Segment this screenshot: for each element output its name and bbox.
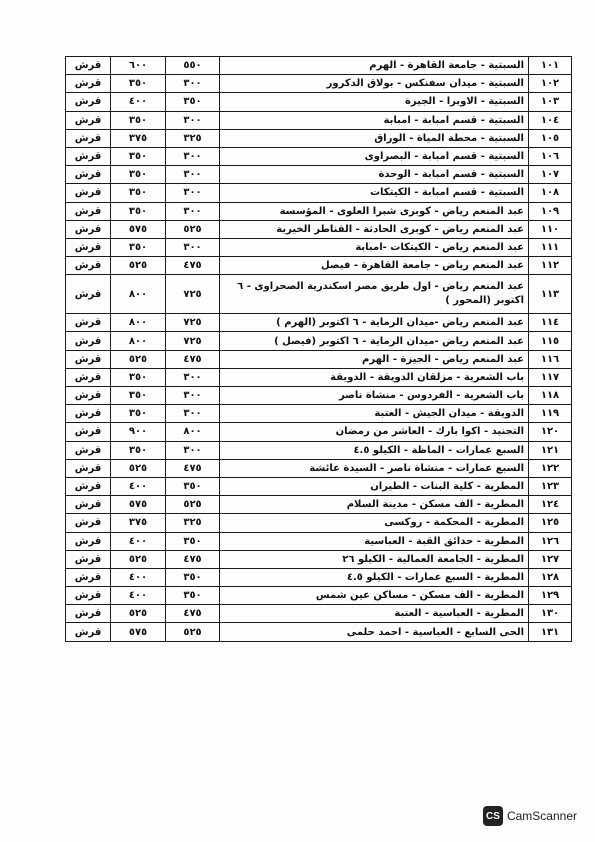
old-fare-cell: ٣٠٠	[166, 405, 220, 423]
route-number-cell: ١٣٠	[529, 605, 572, 623]
table-row	[66, 532, 572, 550]
route-name-cell: السبع عمارات - منشاة ناصر - السيدة عائشة	[220, 459, 529, 477]
old-fare-cell: ٥٢٥	[166, 496, 220, 514]
currency-unit-cell: قرش	[66, 405, 111, 423]
route-number-cell: ١١١	[529, 238, 572, 256]
new-fare-cell: ٥٢٥	[111, 350, 166, 368]
route-number-cell: ١٠٧	[529, 166, 572, 184]
camscanner-brand-text: CamScanner	[506, 809, 577, 823]
route-name-cell: السبتية - محطة المياة - الوراق	[220, 129, 529, 147]
currency-unit-cell: قرش	[66, 368, 111, 386]
new-fare-cell: ٣٥٠	[111, 184, 166, 202]
new-fare-cell: ٣٧٥	[111, 129, 166, 147]
route-number-cell: ١٠١	[529, 57, 572, 75]
new-fare-cell: ٣٥٠	[111, 202, 166, 220]
currency-unit-cell: قرش	[66, 568, 111, 586]
old-fare-cell: ٣٥٠	[166, 587, 220, 605]
table-row	[66, 405, 572, 423]
currency-unit-cell: قرش	[66, 129, 111, 147]
currency-unit-cell: قرش	[66, 387, 111, 405]
route-name-cell: السبتية - قسم امبابة - امبابة	[220, 111, 529, 129]
route-name-cell: باب الشعرية - مزلقان الدويقة - الدويقة	[220, 368, 529, 386]
route-number-cell: ١٢٣	[529, 477, 572, 495]
table-row	[66, 93, 572, 111]
route-number-cell: ١٢٩	[529, 587, 572, 605]
route-name-cell: السبتية - قسم امبابة - البصراوى	[220, 147, 529, 165]
new-fare-cell: ٤٠٠	[111, 93, 166, 111]
currency-unit-cell: قرش	[66, 605, 111, 623]
route-name-cell: الدويقة - ميدان الجيش - العتبة	[220, 405, 529, 423]
route-name-cell: عبد المنعم رياض - اول طريق مصر اسكندرية الصحراوى - ٦ اكتوبر (المحور )	[220, 275, 529, 314]
route-number-cell: ١٢٤	[529, 496, 572, 514]
old-fare-cell: ٤٧٥	[166, 550, 220, 568]
table-row	[66, 275, 572, 314]
currency-unit-cell: قرش	[66, 459, 111, 477]
fare-table	[65, 56, 572, 642]
table-row	[66, 147, 572, 165]
route-number-cell: ١٠٩	[529, 202, 572, 220]
currency-unit-cell: قرش	[66, 75, 111, 93]
route-name-cell: عبد المنعم رياض - كوبرى شبرا العلوى - المؤسسة	[220, 202, 529, 220]
route-number-cell: ١١٢	[529, 257, 572, 275]
table-row	[66, 350, 572, 368]
route-name-cell: المطرية - المحكمة - روكسى	[220, 514, 529, 532]
old-fare-cell: ٨٠٠	[166, 423, 220, 441]
table-row	[66, 459, 572, 477]
route-name-cell: عبد المنعم رياض - الكيتكات -امبابة	[220, 238, 529, 256]
old-fare-cell: ٤٧٥	[166, 605, 220, 623]
new-fare-cell: ٨٠٠	[111, 332, 166, 350]
route-number-cell: ١١٥	[529, 332, 572, 350]
table-row	[66, 423, 572, 441]
new-fare-cell: ٥٢٥	[111, 605, 166, 623]
old-fare-cell: ٤٧٥	[166, 459, 220, 477]
currency-unit-cell: قرش	[66, 314, 111, 332]
table-row	[66, 368, 572, 386]
table-row	[66, 587, 572, 605]
currency-unit-cell: قرش	[66, 623, 111, 641]
route-number-cell: ١٢٠	[529, 423, 572, 441]
new-fare-cell: ٣٥٠	[111, 111, 166, 129]
currency-unit-cell: قرش	[66, 332, 111, 350]
currency-unit-cell: قرش	[66, 257, 111, 275]
new-fare-cell: ٥٧٥	[111, 623, 166, 641]
currency-unit-cell: قرش	[66, 550, 111, 568]
old-fare-cell: ٣٠٠	[166, 184, 220, 202]
route-name-cell: المطرية - كلية البنات - الطيران	[220, 477, 529, 495]
route-number-cell: ١١٤	[529, 314, 572, 332]
route-number-cell: ١٠٢	[529, 75, 572, 93]
currency-unit-cell: قرش	[66, 477, 111, 495]
old-fare-cell: ٣٠٠	[166, 75, 220, 93]
currency-unit-cell: قرش	[66, 350, 111, 368]
old-fare-cell: ٣٠٠	[166, 387, 220, 405]
currency-unit-cell: قرش	[66, 496, 111, 514]
route-name-cell: المطرية - الجامعة العمالية - الكيلو ٢٦	[220, 550, 529, 568]
old-fare-cell: ٣٠٠	[166, 441, 220, 459]
route-number-cell: ١٢٢	[529, 459, 572, 477]
currency-unit-cell: قرش	[66, 184, 111, 202]
route-number-cell: ١٢٦	[529, 532, 572, 550]
currency-unit-cell: قرش	[66, 423, 111, 441]
route-number-cell: ١١٨	[529, 387, 572, 405]
currency-unit-cell: قرش	[66, 220, 111, 238]
route-number-cell: ١٢١	[529, 441, 572, 459]
new-fare-cell: ٤٠٠	[111, 477, 166, 495]
fare-table-body	[66, 57, 572, 642]
table-row	[66, 568, 572, 586]
route-number-cell: ١٢٨	[529, 568, 572, 586]
new-fare-cell: ٣٥٠	[111, 75, 166, 93]
new-fare-cell: ٤٠٠	[111, 532, 166, 550]
new-fare-cell: ٣٧٥	[111, 514, 166, 532]
route-name-cell: المطرية - الف مسكن - مساكن عين شمس	[220, 587, 529, 605]
table-row	[66, 314, 572, 332]
new-fare-cell: ٨٠٠	[111, 275, 166, 314]
old-fare-cell: ٣٥٠	[166, 532, 220, 550]
table-row	[66, 166, 572, 184]
old-fare-cell: ٣٠٠	[166, 147, 220, 165]
route-name-cell: المطرية - العباسية - العتبة	[220, 605, 529, 623]
new-fare-cell: ٥٧٥	[111, 496, 166, 514]
table-row	[66, 496, 572, 514]
table-row	[66, 75, 572, 93]
route-number-cell: ١٣١	[529, 623, 572, 641]
old-fare-cell: ٣٠٠	[166, 238, 220, 256]
table-row	[66, 623, 572, 641]
route-number-cell: ١١٦	[529, 350, 572, 368]
table-row	[66, 184, 572, 202]
currency-unit-cell: قرش	[66, 587, 111, 605]
table-row	[66, 332, 572, 350]
route-name-cell: المطرية - حدائق القبة - العباسية	[220, 532, 529, 550]
old-fare-cell: ٣٥٠	[166, 568, 220, 586]
old-fare-cell: ٣٢٥	[166, 514, 220, 532]
table-row	[66, 202, 572, 220]
table-row	[66, 257, 572, 275]
new-fare-cell: ٥٢٥	[111, 550, 166, 568]
new-fare-cell: ٣٥٠	[111, 238, 166, 256]
currency-unit-cell: قرش	[66, 275, 111, 314]
old-fare-cell: ٣٠٠	[166, 166, 220, 184]
old-fare-cell: ٥٥٠	[166, 57, 220, 75]
currency-unit-cell: قرش	[66, 532, 111, 550]
old-fare-cell: ٣٥٠	[166, 477, 220, 495]
table-row	[66, 550, 572, 568]
table-row	[66, 477, 572, 495]
old-fare-cell: ٧٢٥	[166, 275, 220, 314]
currency-unit-cell: قرش	[66, 238, 111, 256]
route-number-cell: ١٠٣	[529, 93, 572, 111]
route-name-cell: عبد المنعم رياض - الجيزة - الهرم	[220, 350, 529, 368]
route-number-cell: ١٢٧	[529, 550, 572, 568]
new-fare-cell: ٩٠٠	[111, 423, 166, 441]
table-row	[66, 220, 572, 238]
old-fare-cell: ٥٢٥	[166, 623, 220, 641]
route-name-cell: عبد المنعم رياض -ميدان الرماية - ٦ اكتوبر (فيصل )	[220, 332, 529, 350]
route-name-cell: السبتية - قسم امبابة - الوحدة	[220, 166, 529, 184]
old-fare-cell: ٧٢٥	[166, 314, 220, 332]
route-number-cell: ١٠٤	[529, 111, 572, 129]
new-fare-cell: ٥٢٥	[111, 459, 166, 477]
new-fare-cell: ٣٥٠	[111, 147, 166, 165]
currency-unit-cell: قرش	[66, 111, 111, 129]
table-row	[66, 111, 572, 129]
old-fare-cell: ٧٢٥	[166, 332, 220, 350]
old-fare-cell: ٣٥٠	[166, 93, 220, 111]
route-number-cell: ١١٠	[529, 220, 572, 238]
old-fare-cell: ٣٢٥	[166, 129, 220, 147]
table-row	[66, 514, 572, 532]
route-name-cell: السبتية - ميدان سفنكس - بولاق الدكرور	[220, 75, 529, 93]
table-row	[66, 387, 572, 405]
route-name-cell: عبد المنعم رياض - جامعة القاهرة - فيصل	[220, 257, 529, 275]
route-number-cell: ١١٩	[529, 405, 572, 423]
currency-unit-cell: قرش	[66, 441, 111, 459]
new-fare-cell: ٣٥٠	[111, 441, 166, 459]
new-fare-cell: ٣٥٠	[111, 166, 166, 184]
old-fare-cell: ٣٠٠	[166, 368, 220, 386]
table-row	[66, 238, 572, 256]
new-fare-cell: ٤٠٠	[111, 587, 166, 605]
route-name-cell: السبتية - جامعة القاهرة - الهرم	[220, 57, 529, 75]
route-number-cell: ١٠٥	[529, 129, 572, 147]
route-name-cell: باب الشعرية - الفردوس - منشاة ناصر	[220, 387, 529, 405]
route-number-cell: ١٢٥	[529, 514, 572, 532]
table-row	[66, 129, 572, 147]
currency-unit-cell: قرش	[66, 166, 111, 184]
route-name-cell: الحى السابع - العباسية - احمد حلمى	[220, 623, 529, 641]
route-name-cell: التجنيد - اكوا بارك - العاشر من رمضان	[220, 423, 529, 441]
route-name-cell: المطرية - الف مسكن - مدينة السلام	[220, 496, 529, 514]
new-fare-cell: ٦٠٠	[111, 57, 166, 75]
new-fare-cell: ٥٧٥	[111, 220, 166, 238]
route-number-cell: ١١٣	[529, 275, 572, 314]
route-number-cell: ١١٧	[529, 368, 572, 386]
new-fare-cell: ٣٥٠	[111, 405, 166, 423]
route-number-cell: ١٠٨	[529, 184, 572, 202]
route-name-cell: عبد المنعم رياض - كوبرى الحادثة - القناطر الخيرية	[220, 220, 529, 238]
currency-unit-cell: قرش	[66, 93, 111, 111]
currency-unit-cell: قرش	[66, 202, 111, 220]
table-row	[66, 57, 572, 75]
old-fare-cell: ٥٢٥	[166, 220, 220, 238]
route-number-cell: ١٠٦	[529, 147, 572, 165]
old-fare-cell: ٣٠٠	[166, 111, 220, 129]
currency-unit-cell: قرش	[66, 57, 111, 75]
new-fare-cell: ٥٢٥	[111, 257, 166, 275]
route-name-cell: المطرية - السبع عمارات - الكيلو ٤.٥	[220, 568, 529, 586]
table-row	[66, 441, 572, 459]
old-fare-cell: ٣٠٠	[166, 202, 220, 220]
new-fare-cell: ٣٥٠	[111, 387, 166, 405]
new-fare-cell: ٣٥٠	[111, 368, 166, 386]
route-name-cell: السبتية - الاوبرا - الجيزة	[220, 93, 529, 111]
currency-unit-cell: قرش	[66, 514, 111, 532]
route-name-cell: السبتية - قسم امبابة - الكيتكات	[220, 184, 529, 202]
old-fare-cell: ٤٧٥	[166, 350, 220, 368]
old-fare-cell: ٤٧٥	[166, 257, 220, 275]
currency-unit-cell: قرش	[66, 147, 111, 165]
route-name-cell: السبع عمارات - الماظة - الكيلو ٤.٥	[220, 441, 529, 459]
new-fare-cell: ٨٠٠	[111, 314, 166, 332]
new-fare-cell: ٤٠٠	[111, 568, 166, 586]
camscanner-watermark	[483, 806, 577, 826]
fare-table-sheet	[65, 56, 560, 642]
camscanner-logo-icon: CS	[483, 806, 503, 826]
table-row	[66, 605, 572, 623]
route-name-cell: عبد المنعم رياض -ميدان الرماية - ٦ اكتوبر (الهرم )	[220, 314, 529, 332]
